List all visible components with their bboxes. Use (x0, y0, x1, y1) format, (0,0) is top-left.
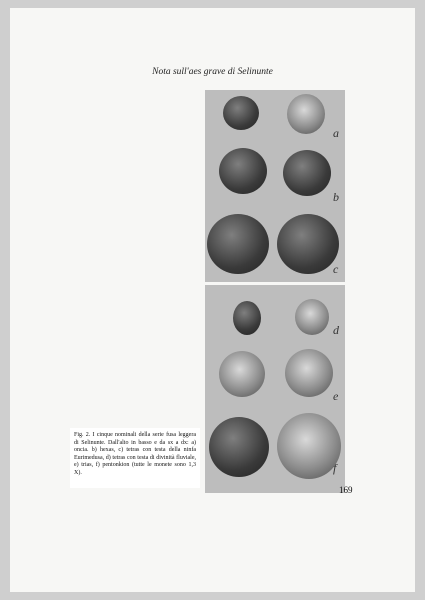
coin-c-right (277, 214, 339, 274)
coin-plate-top (205, 90, 345, 282)
coin-c-left (207, 214, 269, 274)
panel-letter-f: f (333, 461, 337, 475)
coin-a-left (223, 96, 259, 130)
running-header: Nota sull'aes grave di Selinunte (152, 67, 273, 77)
panel-letter-d: d (333, 323, 339, 337)
coin-d-left (233, 301, 261, 335)
coin-plate-bottom (205, 285, 345, 493)
coin-e-right (285, 349, 333, 397)
panel-letter-a: a (333, 126, 339, 140)
page-number: 169 (339, 485, 353, 495)
panel-letter-e: e (333, 389, 339, 403)
figure-caption: Fig. 2. I cinque nominali della serie fusa leggera di Selinunte. Dall'alto in basso e da sx a dx: a) oncia. b) hexas, c) tetras con testa della ninfa Eurimedusa, d) tetras con testa di divinità fluviale, e) trias, f) pentonkion (tutte le monete sono 1,3 X). (70, 428, 200, 488)
coin-b-right (283, 150, 331, 196)
coin-f-right (277, 413, 341, 479)
coin-f-left (209, 417, 269, 477)
coin-b-left (219, 148, 267, 194)
panel-letter-b: b (333, 190, 339, 204)
coin-e-left (219, 351, 265, 397)
panel-letter-c: c (333, 262, 339, 276)
coin-d-right (295, 299, 329, 335)
coin-a-right (287, 94, 325, 134)
